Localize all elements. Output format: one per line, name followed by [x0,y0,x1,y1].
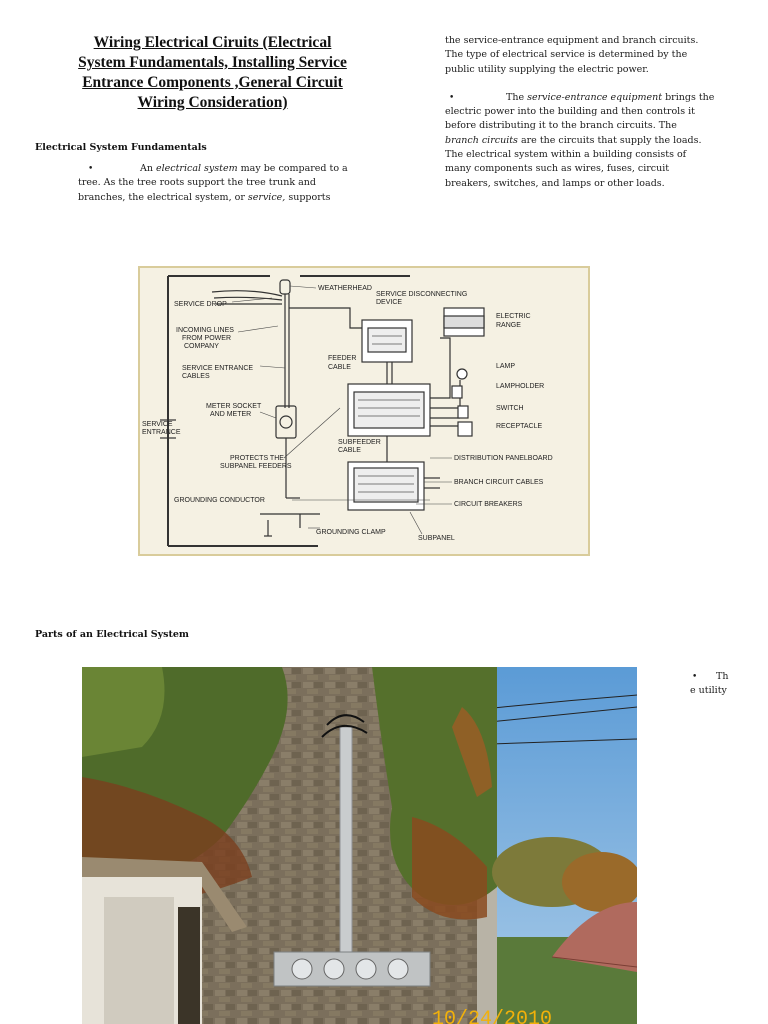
diagram-label-circuit-breakers: CIRCUIT BREAKERS [454,501,523,508]
text-line: The electrical system within a building consists of [445,149,687,161]
text-line: many components such as wires, fuses, circuit [445,163,670,175]
diagram-label-and-meter: AND METER [210,411,252,418]
text: An [140,163,153,174]
emphasis: service, [247,191,286,203]
diagram-label-switch: SWITCH [496,405,524,412]
emphasis: service-entrance equipment [527,91,663,103]
text-line [445,134,745,148]
diagram-label-protects-the: PROTECTS THE [230,455,284,462]
document-title [30,33,395,113]
diagram-label-receptacle: RECEPTACLE [496,423,543,430]
title-line: Wiring Consideration) [137,94,288,111]
right-column-text [445,34,745,191]
text: may be compared to a [240,163,348,174]
title-line: System Fundamentals, Installing Service [78,54,347,71]
text-line: The type of electrical service is determined by the [445,49,688,61]
text: Th [716,671,729,682]
service-entrance-photo [82,667,637,1024]
text-line: tree. As the tree roots support the tree trunk and [78,177,316,189]
section-heading-parts: Parts of an Electrical System [35,629,189,640]
text: are the circuits that supply the loads. [520,134,702,146]
text-line: public utility supplying the electric power. [445,63,649,75]
diagram-label-cable: CABLE [328,364,351,371]
diagram-label-range: RANGE [496,322,521,329]
text: supports [288,191,331,203]
diagram-label-company: COMPANY [184,343,219,350]
text-line: breakers, switches, and lamps or other loads. [445,177,665,189]
title-line: Entrance Components ,General Circuit [82,74,343,91]
text: branches, the electrical system, or [78,191,245,203]
diagram-label-incoming-lines: INCOMING LINES [176,327,234,334]
diagram-label-cables: CABLES [182,373,210,380]
diagram-label-device: DEVICE [376,299,403,306]
diagram-label-service-disconnecting: SERVICE DISCONNECTING [376,291,468,298]
diagram-label-subfeeder: SUBFEEDER [338,439,381,446]
wiring-diagram-svg [140,268,588,554]
diagram-label-lampholder: LAMPHOLDER [496,383,545,390]
text-line: before distributing it to the branch circuits. The [445,120,677,132]
diagram-label-entrance: ENTRANCE [142,429,181,436]
diagram-label-grounding-clamp: GROUNDING CLAMP [316,529,386,536]
photo-date-stamp: 10/24/2010 [432,1008,553,1024]
diagram-label-from-power: FROM POWER [182,335,231,342]
text-line [78,191,378,205]
diagram-label-service-drop: SERVICE DROP [174,301,227,308]
emphasis: branch circuits [445,134,518,146]
bullet-icon: • [449,92,455,103]
bullet-icon: • [692,672,698,682]
diagram-label-distribution-panelboard: DISTRIBUTION PANELBOARD [454,455,553,462]
side-note [690,670,750,699]
diagram-label-weatherhead: WEATHERHEAD [318,285,372,292]
panels [348,320,430,510]
diagram-label-electric: ELECTRIC [496,313,531,320]
text-line: e utility [690,685,727,697]
diagram-label-service: SERVICE [142,421,173,428]
text: brings the [665,91,715,103]
diagram-label-service-entrance-cables: SERVICE ENTRANCE [182,365,254,372]
diagram-label-subpanel-feeders: SUBPANEL FEEDERS [220,463,292,470]
text: The [506,91,525,103]
fundamentals-paragraph [78,162,378,205]
diagram-label-lamp: LAMP [496,363,516,370]
text-line: electric power into the building and then controls it [445,106,695,118]
emphasis: electrical system [156,163,238,174]
wiring-diagram [138,266,590,556]
service-conduit [340,727,352,962]
photo-svg [82,667,637,1024]
section-heading-fundamentals: Electrical System Fundamentals [35,142,207,153]
title-line: Wiring Electrical Ciruits (Electrical [93,34,332,51]
diagram-label-feeder: FEEDER [328,355,357,362]
diagram-label-subpanel: SUBPANEL [418,535,455,542]
bullet-icon: • [88,164,94,174]
diagram-label-branch-circuit-cables: BRANCH CIRCUIT CABLES [454,479,544,486]
diagram-label-subfeeder-cable: CABLE [338,447,361,454]
diagram-label-grounding-conductor: GROUNDING CONDUCTOR [174,497,265,504]
text-line: the service-entrance equipment and branch circuits. [445,35,699,46]
diagram-label-meter-socket: METER SOCKET [206,403,262,410]
